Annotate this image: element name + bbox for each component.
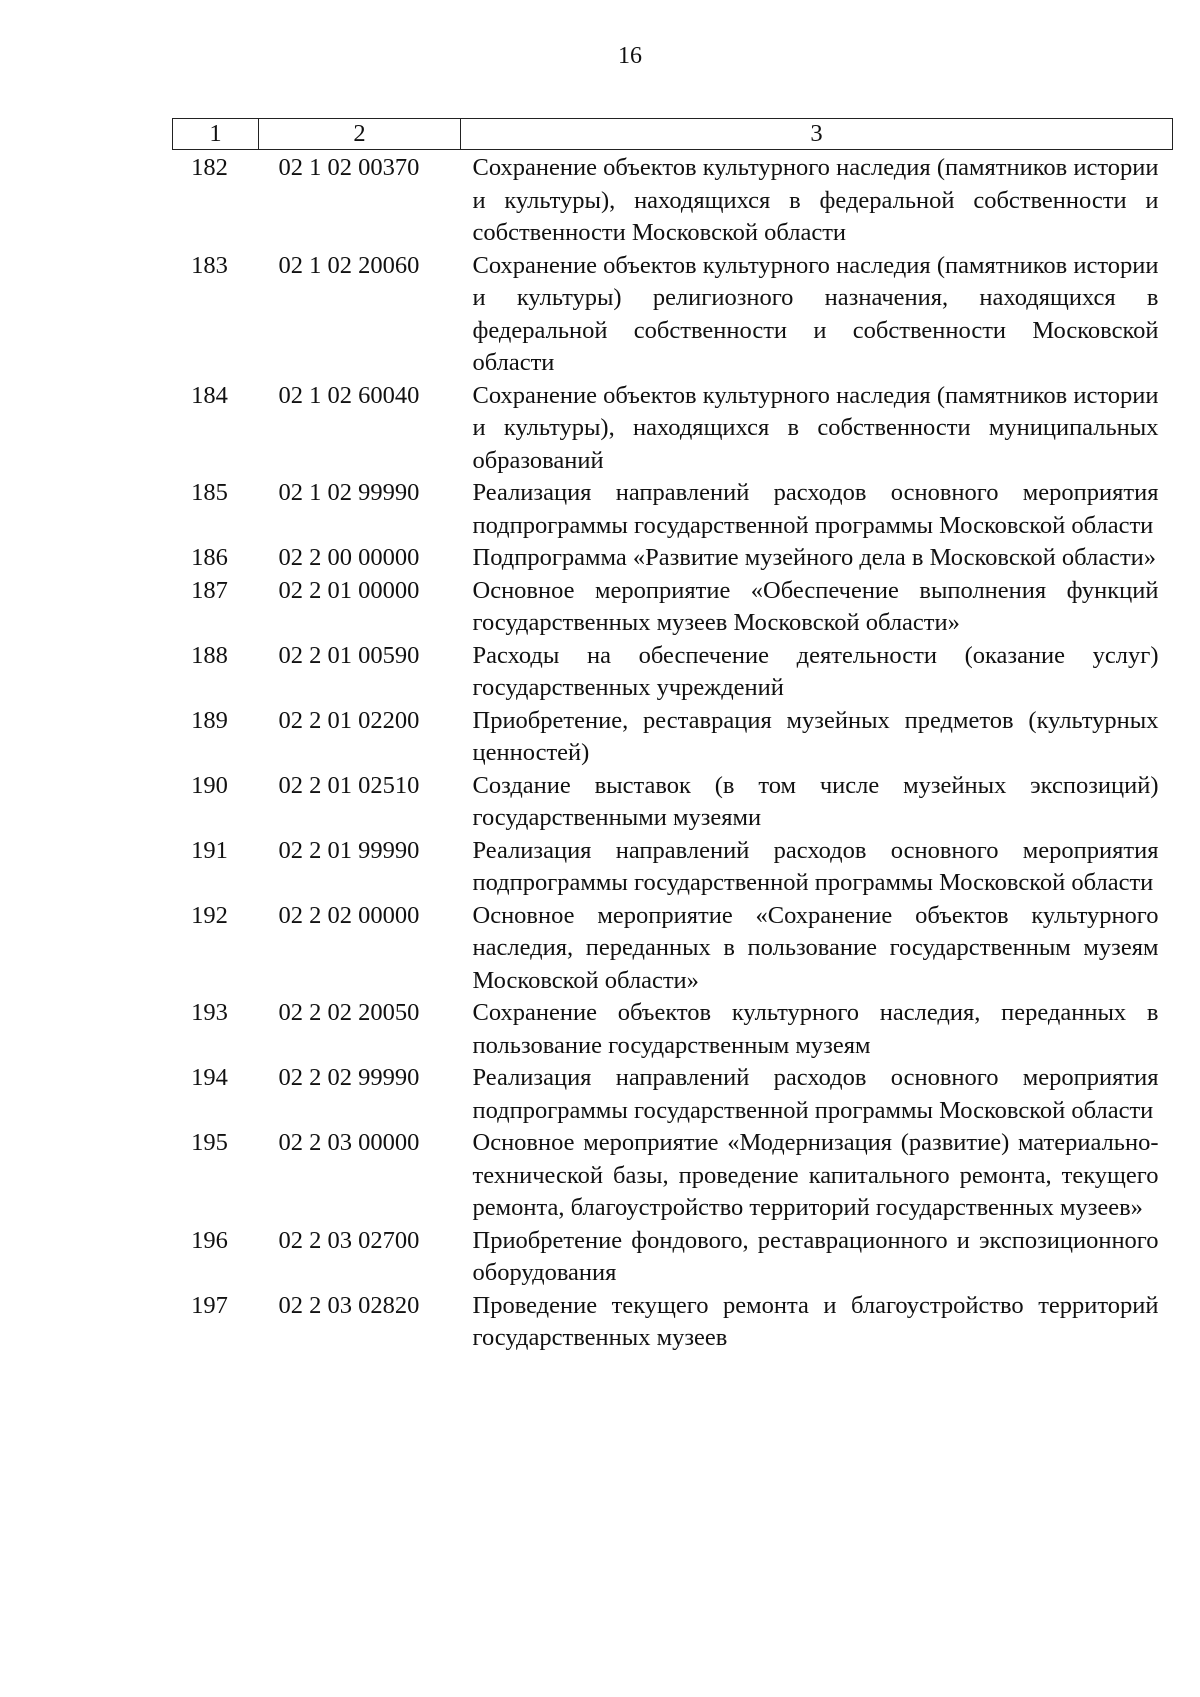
row-name: Основное мероприятие «Обеспечение выполнения функций государственных музеев Московской области» (472, 576, 1159, 636)
row-code: 02 2 03 02700 (278, 1226, 420, 1254)
table-header (173, 119, 1173, 150)
row-name: Создание выставок (в том числе музейных экспозиций) государственными музеями (472, 771, 1159, 831)
table-row (173, 900, 1173, 998)
table-row (173, 380, 1173, 478)
table-row (173, 250, 1173, 380)
row-number: 189 (191, 706, 228, 734)
table-row (173, 1225, 1173, 1290)
row-number: 190 (191, 771, 228, 799)
row-code: 02 2 01 99990 (278, 836, 420, 864)
row-code: 02 2 01 00590 (278, 641, 420, 669)
row-number: 194 (191, 1064, 228, 1091)
row-name: Сохранение объектов культурного наследия (памятников истории и культуры) религиозного назначения, находящихся в федеральной собственности и собственности Московской области (472, 251, 1159, 376)
row-name: Расходы на обеспечение деятельности (оказание услуг) государственных учреждений (472, 641, 1159, 701)
row-number: 197 (191, 1291, 228, 1319)
row-code: 02 2 02 99990 (278, 1064, 420, 1091)
row-number: 182 (191, 154, 228, 181)
page-number: 16 (618, 43, 642, 69)
row-number: 196 (191, 1226, 228, 1254)
row-code: 02 2 03 00000 (278, 1129, 420, 1156)
row-name: Основное мероприятие «Модернизация (развитие) материально-технической базы, проведение капитального ремонта, текущего ремонта, благоустройство территорий государственных музеев» (472, 1129, 1159, 1221)
row-number: 186 (191, 544, 228, 571)
row-name: Сохранение объектов культурного наследия (памятников истории и культуры), находящихся в федеральной собственности и собственности Московской области (472, 154, 1159, 246)
row-code: 02 1 02 20060 (278, 251, 420, 279)
row-name: Подпрограмма «Развитие музейного дела в Московской области» (472, 544, 1157, 571)
row-code: 02 1 02 99990 (278, 479, 420, 506)
row-name: Реализация направлений расходов основного мероприятия подпрограммы государственной программы Московской области (472, 479, 1159, 539)
row-number: 195 (191, 1129, 228, 1156)
row-number: 184 (191, 381, 228, 409)
row-code: 02 2 03 02820 (278, 1291, 420, 1319)
row-code: 02 1 02 60040 (278, 381, 420, 409)
table-row (173, 150, 1173, 250)
row-code: 02 1 02 00370 (278, 154, 420, 181)
row-number: 188 (191, 641, 228, 669)
row-number: 192 (191, 901, 228, 929)
table-row (173, 1062, 1173, 1127)
row-code: 02 2 02 00000 (278, 901, 420, 929)
table-row (173, 705, 1173, 770)
row-name: Реализация направлений расходов основного мероприятия подпрограммы государственной программы Московской области (472, 1064, 1159, 1124)
row-number: 193 (191, 999, 228, 1026)
table-row (173, 770, 1173, 835)
row-name: Приобретение, реставрация музейных предметов (культурных ценностей) (472, 706, 1159, 766)
row-name: Сохранение объектов культурного наследия, переданных в пользование государственным музеям (472, 999, 1159, 1059)
table-row (173, 1290, 1173, 1355)
column-header-name: 3 (461, 119, 1173, 150)
table-row (173, 640, 1173, 705)
table-body (173, 150, 1173, 1355)
row-number: 185 (191, 479, 228, 506)
table-row (173, 835, 1173, 900)
column-header-code: 2 (259, 119, 461, 150)
row-name: Основное мероприятие «Сохранение объектов культурного наследия, переданных в пользование государственным музеям Московской области» (472, 901, 1159, 994)
row-code: 02 2 01 02510 (278, 771, 420, 799)
row-code: 02 2 00 00000 (278, 544, 420, 571)
row-code: 02 2 02 20050 (278, 999, 420, 1026)
table-row (173, 997, 1173, 1062)
table-row (173, 542, 1173, 575)
row-name: Реализация направлений расходов основного мероприятия подпрограммы государственной программы Московской области (472, 836, 1159, 896)
row-number: 183 (191, 251, 228, 279)
budget-code-table (172, 118, 1173, 1355)
row-code: 02 2 01 00000 (278, 576, 420, 604)
table-row (173, 477, 1173, 542)
table-row (173, 1127, 1173, 1225)
row-name: Сохранение объектов культурного наследия (памятников истории и культуры), находящихся в собственности муниципальных образований (472, 381, 1159, 474)
table-row (173, 575, 1173, 640)
row-code: 02 2 01 02200 (278, 706, 420, 734)
row-number: 187 (191, 576, 228, 604)
row-number: 191 (191, 836, 228, 864)
row-name: Проведение текущего ремонта и благоустройство территорий государственных музеев (472, 1291, 1159, 1351)
column-header-number: 1 (173, 119, 259, 150)
row-name: Приобретение фондового, реставрационного и экспозиционного оборудования (472, 1226, 1159, 1286)
